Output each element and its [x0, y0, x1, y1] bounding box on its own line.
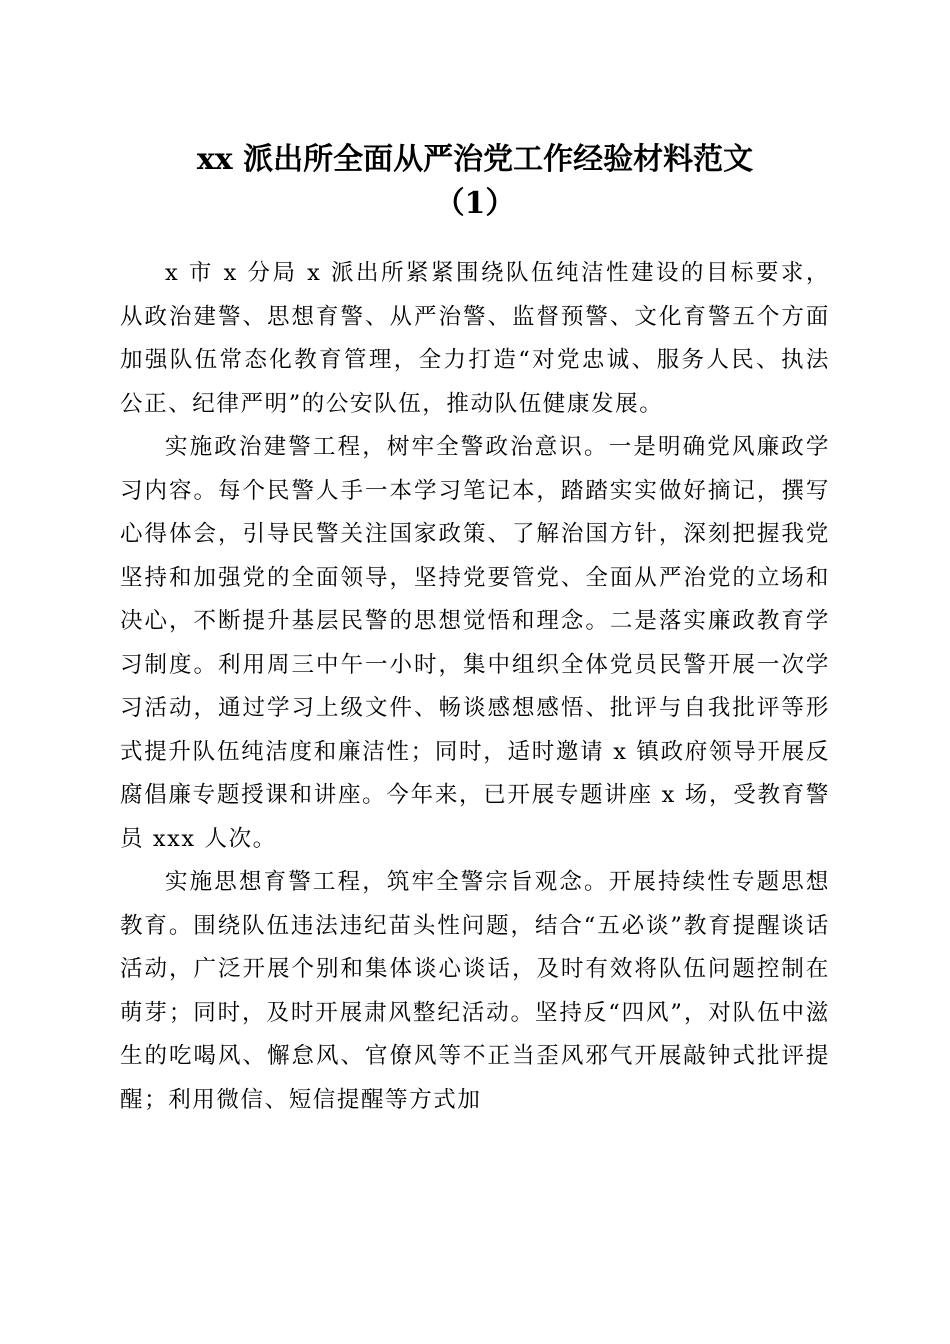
paragraph-ideological: 实施思想育警工程，筑牢全警宗旨观念。开展持续性专题思想教育。围绕队伍违法违纪苗头性问题，结合“五必谈”教育提醒谈话活动，广泛开展个别和集体谈心谈话，及时有效将队伍问题控制在萌芽；同时，及时开展肃风整纪活动。坚持反“四风”，对队伍中滋生的吃喝风、懈怠风、官僚风等不正当歪风邪气开展敲钟式批评提醒；利用微信、短信提醒等方式加 — [120, 869, 830, 1113]
paragraph-political: 实施政治建警工程，树牢全警政治意识。一是明确党风廉政学习内容。每个民警人手一本学习笔记本，踏踏实实做好摘记，撰写心得体会，引导民警关注国家政策、了解治国方针，深刻把握我党坚持和加强党的全面领导，坚持党要管党、全面从严治党的立场和决心，不断提升基层民警的思想觉悟和理念。二是落实廉政教育学习制度。利用周三中午一小时，集中组织全体党员民警开展一次学习活动，通过学习上级文件、畅谈感想感悟、批评与自我批评等形式提升队伍纯洁度和廉洁性；同时，适时邀请 x 镇政府领导开展反腐倡廉专题授课和讲座。今年来，已开展专题讲座 x 场，受教育警员 xxx 人次。 — [120, 434, 830, 852]
document-title — [120, 138, 830, 226]
title-line-2: （1） — [434, 186, 516, 221]
title-line-1: xx 派出所全面从严治党工作经验材料范文 — [196, 142, 754, 177]
document-body — [120, 252, 830, 1122]
paragraph-intro: x 市 x 分局 x 派出所紧紧围绕队伍纯洁性建设的目标要求，从政治建警、思想育警、从严治警、监督预警、文化育警五个方面加强队伍常态化教育管理，全力打造“对党忠诚、服务人民、执法公正、纪律严明”的公安队伍，推动队伍健康发展。 — [120, 260, 830, 417]
